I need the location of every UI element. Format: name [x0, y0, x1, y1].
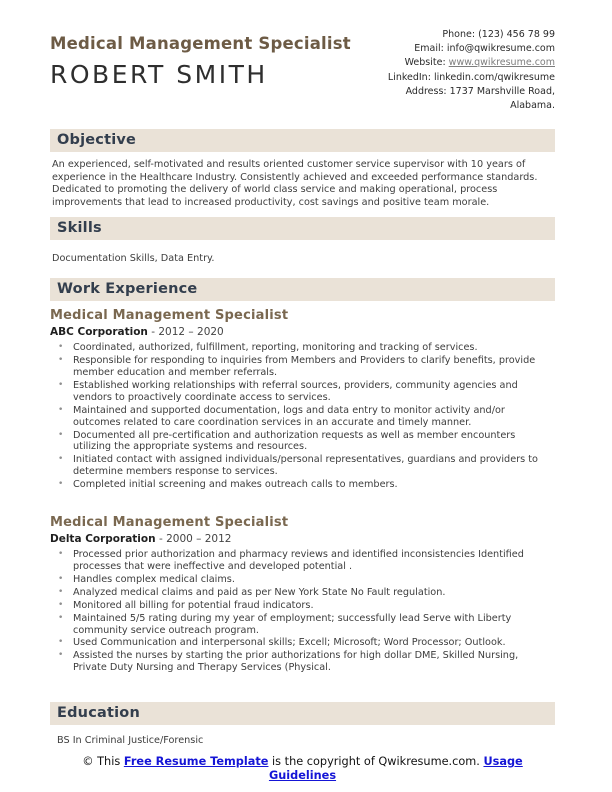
job-bullet: • Processed prior authorization and pharmacy reviews and identified inconsistencies Identified processes that were ineffective and developed potential .: [56, 549, 555, 573]
job-company-line: [50, 326, 555, 338]
contact-email: [377, 42, 555, 56]
job-bullet: • Used Communication and interpersonal skills; Excell; Microsoft; Word Processor; Outlook.: [56, 637, 555, 649]
education-text: BS In Criminal Justice/Forensic: [57, 735, 204, 747]
section-heading-education: Education: [50, 702, 555, 725]
job-bullet: • Maintained and supported documentation, logs and data entry to monitor activity and/or outcomes related to care coordination services in an accurate and timely manner.: [56, 405, 555, 429]
job-bullet: • Documented all pre-certification and authorization requests as well as member encounters utilizing the appropriate systems and resources.: [56, 430, 555, 454]
contact-email-label: Email:: [414, 43, 447, 55]
contact-website: [377, 56, 555, 70]
job-bullet: • Handles complex medical claims.: [56, 574, 555, 586]
job-bullet: • Assisted the nurses by starting the prior authorizations for high dollar DME, Skilled Nursing, Private Duty Nursing and Therapy Services (Physical.: [56, 650, 555, 674]
job-title: Medical Management Specialist: [50, 515, 289, 531]
job-bullet: • Responsible for responding to inquiries from Members and Providers to clarify benefits, provide member education and member referrals.: [56, 355, 555, 379]
person-name: ROBERT SMITH: [50, 60, 268, 89]
contact-linkedin-label: LinkedIn:: [387, 71, 434, 83]
free-resume-template-link[interactable]: Free Resume Template: [123, 754, 269, 768]
job-entry-abc-corporation: [50, 308, 555, 491]
section-heading-skills: Skills: [50, 217, 555, 240]
header-title-block: [50, 28, 351, 89]
job-bullet-list: [50, 549, 555, 674]
website-link[interactable]: www.qwikresume.com: [448, 57, 555, 69]
job-bullet: • Coordinated, authorized, fulfillment, reporting, monitoring and tracking of services.: [56, 342, 555, 354]
job-entry-delta-corporation: [50, 515, 555, 674]
job-company-line: [50, 533, 555, 545]
contact-phone-label: Phone:: [442, 29, 479, 40]
section-heading-objective: Objective: [50, 129, 555, 152]
usage-guidelines-link[interactable]: Usage Guidelines: [268, 754, 523, 783]
skills-text: Documentation Skills, Data Entry.: [52, 252, 215, 264]
job-bullet: • Initiated contact with assigned individuals/personal representatives, guardians and providers to determine members response to services.: [56, 454, 555, 478]
contact-email-value: info@qwikresume.com: [446, 43, 555, 55]
contact-address-label: Address:: [405, 85, 450, 97]
resume-header: [50, 28, 555, 113]
objective-text: An experienced, self-motivated and results oriented customer service supervisor with 10 years of experience in the Healthcare Industry. Consistently achieved and exceeded performance standards. Dedicated to promoting the delivery of world class service and making operational, process improvements that lead to increased productivity, cost savings and positive team morale.: [52, 159, 538, 208]
job-title: Medical Management Specialist: [50, 308, 289, 324]
contact-phone: [377, 28, 555, 42]
company-name: ABC Corporation: [50, 326, 148, 339]
job-bullet: • Completed initial screening and makes outreach calls to members.: [56, 479, 555, 491]
section-heading-work-experience: Work Experience: [50, 278, 555, 301]
contact-linkedin-value: linkedin.com/qwikresume: [433, 71, 555, 83]
job-dates: - 2012 – 2020: [151, 326, 224, 339]
company-name: Delta Corporation: [50, 533, 156, 546]
contact-address-value: 1737 Marshville Road, Alabama.: [449, 85, 555, 112]
copyright-footer: [64, 755, 542, 784]
contact-address: [377, 85, 555, 113]
job-bullet: • Monitored all billing for potential fraud indicators.: [56, 600, 555, 612]
job-bullet: • Analyzed medical claims and paid as per New York State No Fault regulation.: [56, 587, 555, 599]
job-bullet: • Maintained 5/5 rating during my year of employment; successfully lead Serve with Liberty community service outreach program.: [56, 613, 555, 637]
footer-prefix: © This: [82, 754, 124, 768]
job-bullet: • Established working relationships with referral sources, providers, community agencies and vendors to proactively coordinate access to services.: [56, 380, 555, 404]
contact-linkedin: [377, 71, 555, 85]
job-dates: - 2000 – 2012: [158, 533, 232, 546]
contact-block: [377, 28, 555, 113]
header-job-title: Medical Management Specialist: [50, 34, 351, 53]
contact-website-label: Website:: [404, 57, 449, 69]
job-bullet-list: [50, 342, 555, 491]
contact-phone-value: (123) 456 78 99: [478, 29, 555, 40]
footer-middle: is the copyright of Qwikresume.com.: [268, 754, 484, 768]
